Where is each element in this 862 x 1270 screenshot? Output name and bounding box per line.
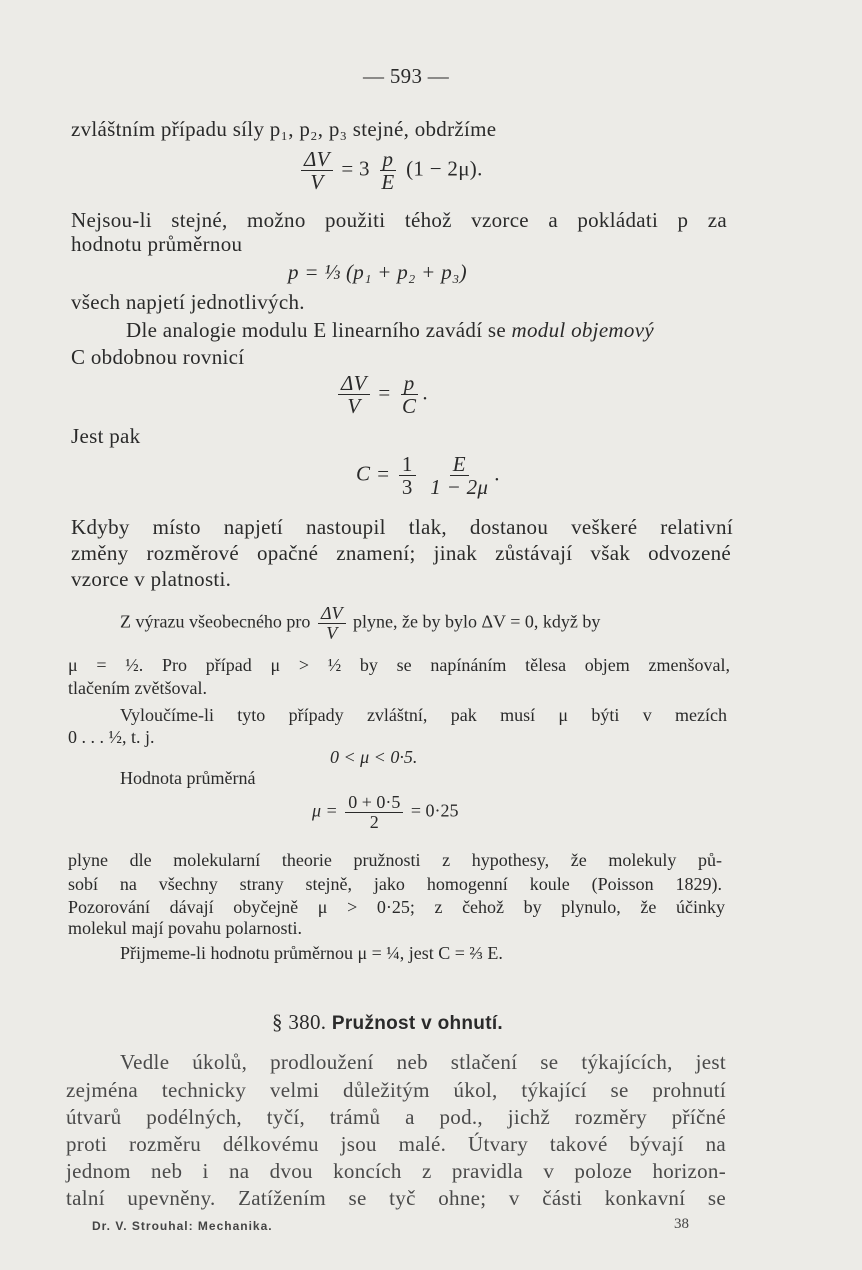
text-line: talní upevněny. Zatížením se tyč ohne; v části konkavní se [66, 1186, 726, 1210]
section-number: § 380. [272, 1010, 327, 1034]
fraction-denominator: E [381, 170, 395, 195]
fraction-denominator: 2 [369, 811, 379, 832]
text-line: útvarů podélných, tyčí, trámů a pod., jichž rozměry příčné [66, 1105, 726, 1129]
text-line: sobí na všechny strany stejně, jako homogenní koule (Poisson 1829). [68, 874, 722, 894]
equation-text: C = [356, 461, 391, 486]
text-line: plyne dle molekularní theorie pružnosti z hypothesy, že molekuly pů- [68, 850, 722, 870]
text-line: proti rozměru délkovému jsou malé. Útvary takové bývají na [66, 1132, 726, 1156]
fraction-denominator: 3 [401, 475, 413, 500]
text-line: Jest pak [71, 424, 141, 448]
section-title: Pružnost v ohnutí. [331, 1013, 503, 1034]
text-span: plyne, že by bylo ΔV = 0, když by [353, 611, 601, 632]
text-line: μ = ½. Pro případ μ > ½ by se napínáním tělesa objem zmenšoval, [68, 655, 730, 675]
text-line: vzorce v platnosti. [71, 567, 232, 591]
fraction-denominator: V [310, 170, 324, 195]
footer-signature: 38 [674, 1216, 689, 1232]
text-line: Vedle úkolů, prodloužení neb stlačení se týkajících, jest [120, 1050, 726, 1074]
fraction-numerator: 1 [399, 453, 416, 476]
equation [298, 148, 483, 193]
equation: p = ⅓ (p₁ + p₂ + p₃) [288, 260, 467, 284]
fraction-numerator: ΔV [301, 148, 333, 171]
equation-text: = 3 [341, 156, 370, 181]
text-line: zvláštním případu síly p₁, p₂, p₃ stejné, obdržíme [71, 117, 497, 141]
fraction-denominator: V [347, 394, 361, 419]
text-line: jednom neb i na dvou koncích z pravidla v poloze horizon- [66, 1159, 726, 1183]
fraction-numerator: p [401, 372, 418, 395]
text-line: C obdobnou rovnicí [71, 345, 245, 369]
equation: $\frac{\Delta V}{V}$ = $\frac{p}{C}$ . [335, 372, 428, 417]
text-span: Dle analogie modulu E linearního zavádí se [126, 318, 512, 342]
fraction-denominator: 1 − 2μ [430, 475, 489, 500]
fraction-numerator: ΔV [338, 372, 370, 395]
page-number: — 593 — [363, 64, 450, 88]
text-span: Z výrazu všeobecného pro [120, 611, 311, 632]
text-line: zejména technicky velmi důležitým úkol, týkající se prohnutí [66, 1078, 726, 1102]
equation: C = $\frac{1}{3}$ $\frac{E}{1 - 2\mu}$ . [356, 452, 500, 500]
section-heading [272, 1010, 503, 1035]
text-line [126, 318, 654, 343]
fraction-denominator: V [326, 622, 338, 643]
equation-text: = 0·25 [410, 800, 459, 821]
equation-text: μ = [312, 800, 338, 821]
text-line: 0 . . . ½, t. j. [68, 727, 155, 747]
equation [312, 793, 459, 832]
text-line: Nejsou-li stejné, možno použiti téhož vzorce a pokládati p za [71, 208, 727, 232]
equation-text: (1 − 2μ). [406, 156, 483, 181]
fraction-numerator: p [380, 148, 397, 171]
equation: 0 < μ < 0·5. [330, 747, 418, 767]
text-line: Pozorování dávají obyčejně μ > 0·25; z čehož by plynulo, že účinky [68, 897, 725, 917]
fraction-numerator: E [450, 453, 469, 476]
footer-author: Dr. V. Strouhal: Mechanika. [92, 1219, 273, 1233]
text-span-italic: modul objemový [511, 318, 654, 342]
text-line: Hodnota průměrná [120, 768, 256, 788]
fraction-numerator: 0 + 0·5 [345, 793, 403, 813]
fraction-denominator: C [402, 394, 417, 419]
text-line: všech napjetí jednotlivých. [71, 290, 305, 314]
text-line: změny rozměrové opačné znamení; jinak zůstávají však odvozené [71, 541, 731, 565]
fraction-numerator: ΔV [318, 604, 346, 624]
text-line [120, 604, 600, 643]
text-line: molekul mají povahu polarnosti. [68, 918, 302, 938]
text-line: Přijmeme-li hodnotu průměrnou μ = ¼, jest C = ⅔ E. [120, 943, 503, 963]
text-line: Vyloučíme-li tyto případy zvláštní, pak musí μ býti v mezích [120, 705, 727, 725]
text-line: hodnotu průměrnou [71, 232, 243, 256]
text-line: Kdyby místo napjetí nastoupil tlak, dostanou veškeré relativní [71, 515, 733, 539]
text-line: tlačením zvětšoval. [68, 678, 207, 698]
